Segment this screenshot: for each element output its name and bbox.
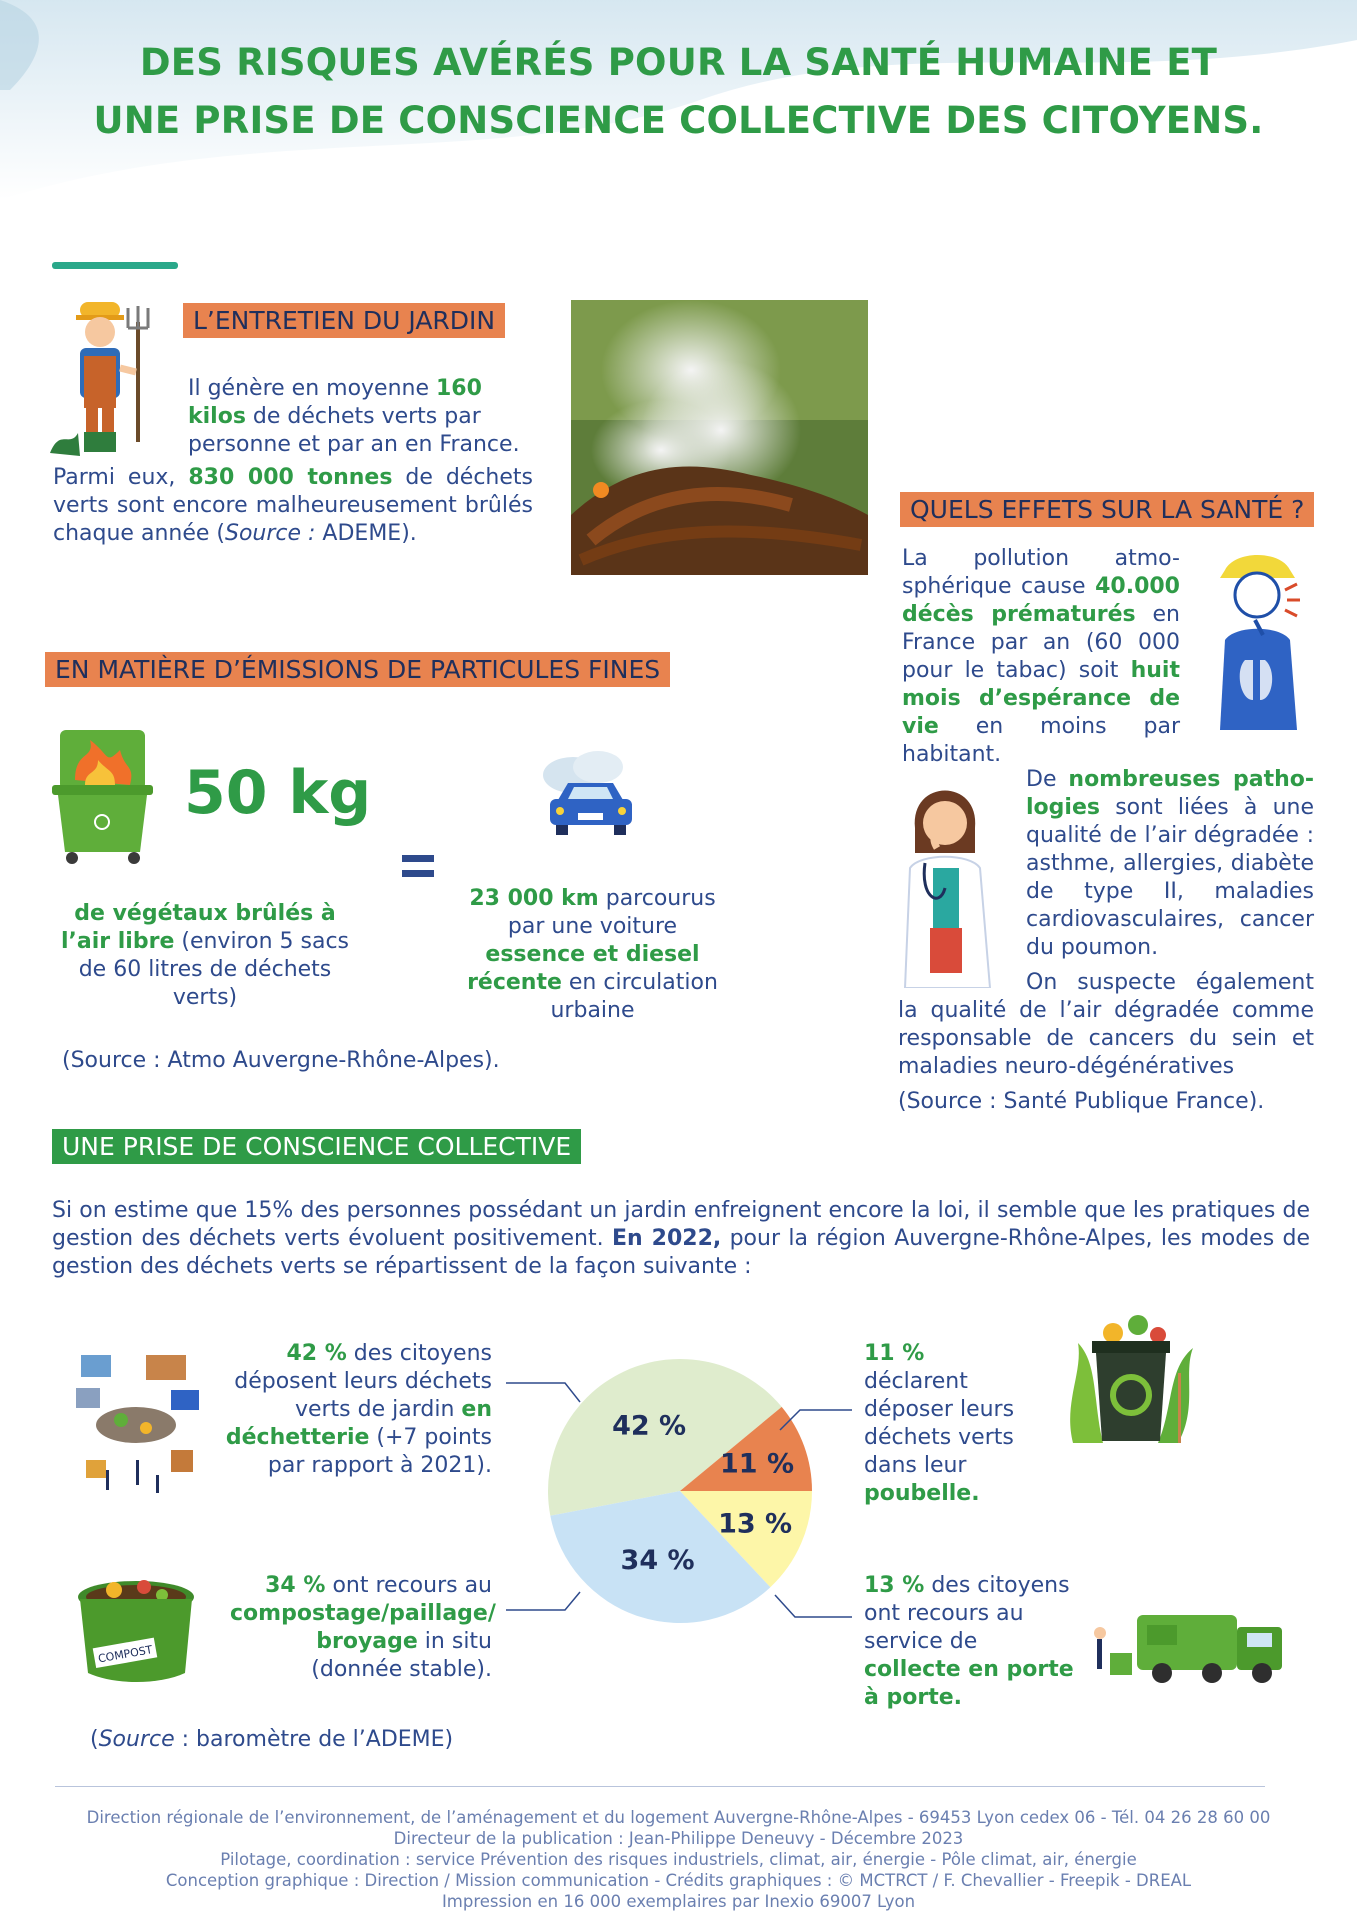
garbage-truck-icon [1092,1605,1297,1685]
conscience-intro: Si on estime que 15% des personnes possédant un jardin enfreignent encore la loi, il semble que les pratiques de gestion des déchets verts évoluent positivement. En 2022, pour la région Auvergne-Rhône-Alpes, les modes de gestion des déchets verts se répartissent de la façon suivante : [52,1198,1311,1279]
jardin-header: L’ENTRETIEN DU JARDIN [183,303,505,338]
title-line-1: DES RISQUES AVÉRÉS POUR LA SANTÉ HUMAINE ET [139,41,1218,84]
callout-dechetterie: 42 % des citoyens déposent leurs déchets verts de jardin en déchetterie (+7 points par rapport à 2021). [225,1341,492,1478]
footer-divider [55,1786,1265,1787]
footer-line-4: Conception graphique : Direction / Mission communication - Crédits graphiques : © MCTRCT / F. Chevallier - Freepik - DREAL [165,1871,1192,1890]
footer-line-1: Direction régionale de l’environnement, de l’aménagement et du logement Auvergne-Rhône-Alpes - 69453 Lyon cedex 06 - Tél. 04 26 28 60 00 [86,1808,1271,1827]
sante-paragraph-1: La pollution atmo-sphérique cause 40.000 décès prématurés en France par an (60 000 pour le tabac) soit huit mois d’espérance de vie en moins par habitant. [902,546,1180,767]
jardin-paragraph-1: Il génère en moyenne 160 kilos de déchets verts par personne et par an en France. [188,376,520,457]
footer-line-2: Directeur de la publication : Jean-Philippe Deneuvy - Décembre 2023 [393,1829,964,1848]
conscience-header: UNE PRISE DE CONSCIENCE COLLECTIVE [52,1129,581,1164]
footer-line-3: Pilotage, coordination : service Prévention des risques industriels, climat, air, énergie - Pôle climat, air, énergie [220,1850,1137,1869]
sante-source: (Source : Santé Publique France). [898,1089,1265,1114]
pie-label-42: 42 % [612,1410,687,1442]
jardin-paragraph-2: Parmi eux, 830 000 tonnes de déchets verts sont encore malheureusement brûlés chaque année (Source : ADEME). [53,465,533,546]
sante-paragraph-3: On suspecte également la qualité de l’air dégradée comme responsable de cancers du sein et maladies neuro-dégénératives [898,970,1314,1079]
footer [20,1807,1337,1912]
callout-collecte: 13 % des citoyens ont recours au service de collecte en porte à porte. [864,1573,1074,1710]
emissions-left-text: de végétaux brûlés à l’air libre (environ 5 sacs de 60 litres de déchets verts) [60,901,350,1010]
sante-header: QUELS EFFETS SUR LA SANTÉ ? [900,492,1314,527]
callout-poubelle: 11 % déclarent déposer leurs déchets verts dans leur poubelle. [864,1341,1015,1506]
leader-line-compostage [506,1592,580,1610]
title-line-2: UNE PRISE DE CONSCIENCE COLLECTIVE DES CITOYENS. [93,99,1264,142]
leader-line-dechetterie [506,1383,580,1402]
compost-label: COMPOST [97,1643,154,1666]
pie-label-11: 11 % [719,1448,795,1480]
emissions-right-text: 23 000 km parcourus par une voiture essence et diesel récente en circulation urbaine [467,886,718,1023]
pie-label-13: 13 % [718,1508,793,1540]
conscience-source: (Source : baromètre de l’ADEME) [90,1727,454,1752]
emissions-source: (Source : Atmo Auvergne-Rhône-Alpes). [62,1048,500,1073]
leader-line-collecte [775,1595,852,1617]
emissions-big-value: 50 kg [184,758,372,828]
emissions-header: EN MATIÈRE D’ÉMISSIONS DE PARTICULES FINES [45,652,670,687]
pie-label-34: 34 % [620,1545,695,1577]
poubelle-icon [1058,1313,1203,1448]
footer-line-5: Impression en 16 000 exemplaires par Inexio 69007 Lyon [441,1892,916,1911]
sante-paragraph-2: De nombreuses patho-logies sont liées à une qualité de l’air dégradée : asthme, allergies, diabète de type II, maladies cardiovasculaires, cancer du poumon. [1026,767,1315,960]
callout-compostage: 34 % ont recours au compostage/paillage/ broyage in situ (donnée stable). [230,1573,496,1682]
